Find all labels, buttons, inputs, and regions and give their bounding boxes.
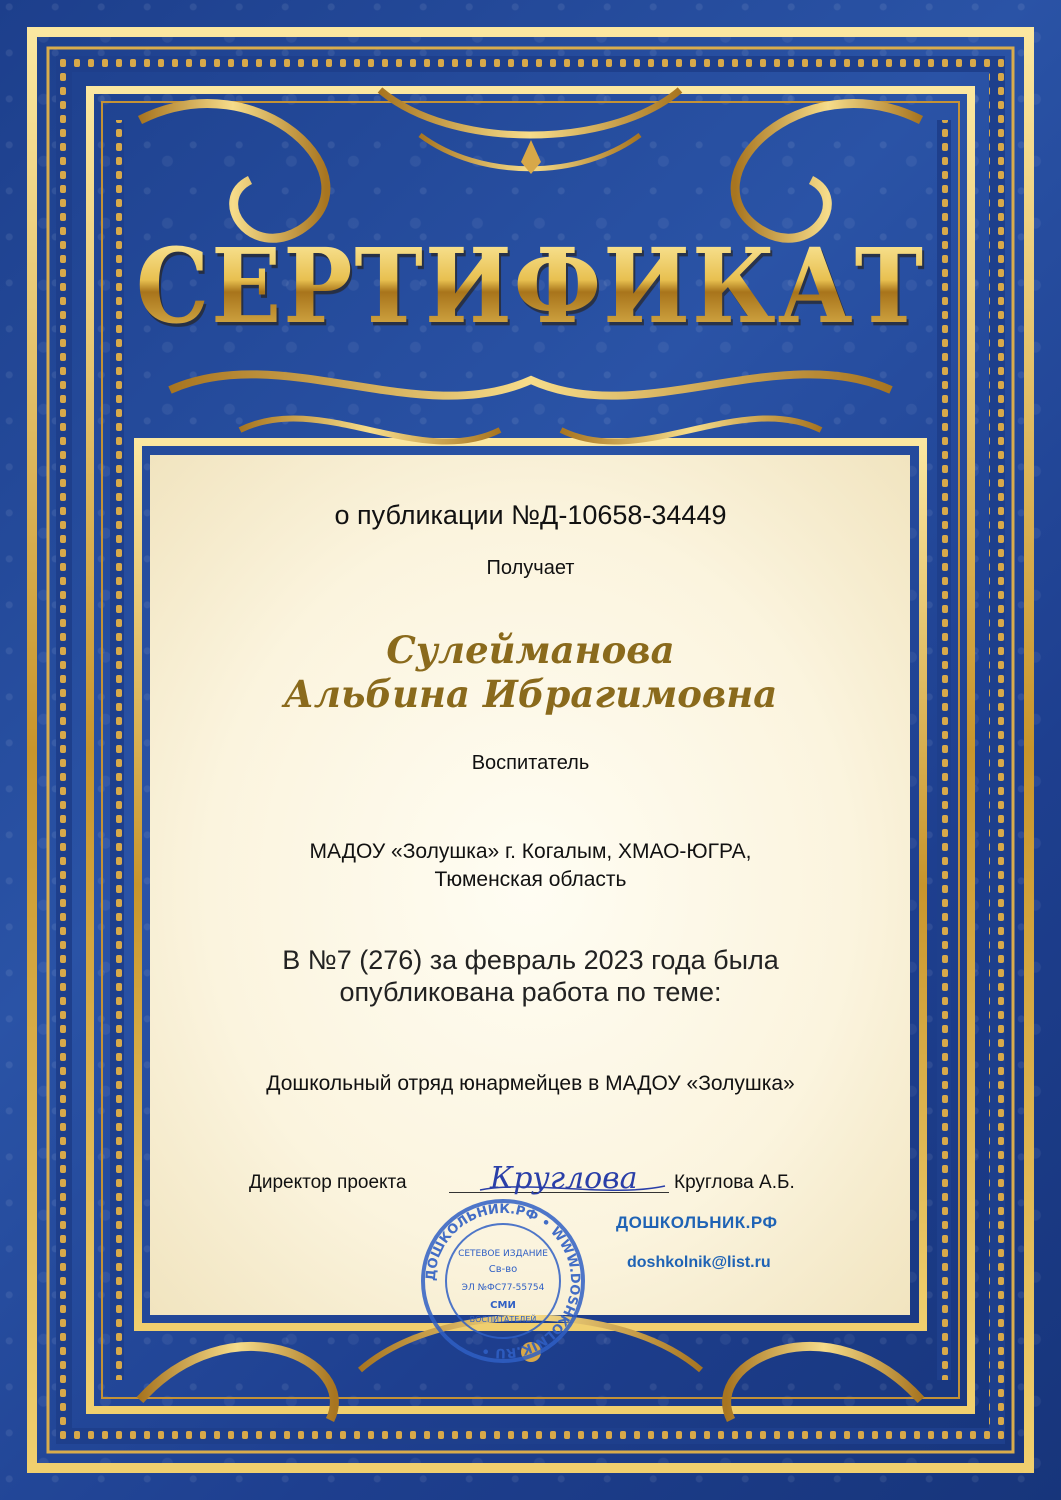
director-label: Директор проекта: [249, 1172, 407, 1193]
organization: [0, 838, 1061, 894]
organization-line-1: МАДОУ «Золушка» г. Когалым, ХМАО-ЮГРА,: [309, 840, 752, 863]
recipient-position: Воспитатель: [471, 752, 590, 774]
stamp-line-3: ЭЛ №ФС77-55754: [461, 1283, 545, 1293]
publication-number: о публикации №Д-10658-34449: [334, 500, 727, 530]
stamp-line-5: ВОСПИТАТЕЛЕЙ: [469, 1315, 537, 1324]
site-link[interactable]: ДОШКОЛЬНИК.РФ: [616, 1213, 778, 1232]
stamp-outer-text: ДОШКОЛЬНИК.РФ • WWW.DOSHKOLNIK.RU •: [423, 1201, 583, 1361]
stamp-line-2: Св-во: [488, 1264, 518, 1275]
stamp-line-4: СМИ: [490, 1300, 516, 1311]
issue-line-1: В №7 (276) за февраль 2023 года была: [282, 945, 779, 975]
recipient-surname: Сулейманова: [386, 628, 675, 672]
publisher-stamp: [418, 1196, 588, 1366]
organization-line-2: Тюменская область: [434, 868, 627, 891]
signature-mark: [470, 1150, 670, 1200]
signature-text: Круглова: [490, 1161, 638, 1196]
publication-topic: Дошкольный отряд юнармейцев в МАДОУ «Золушка»: [266, 1072, 795, 1095]
recipient-given-names: Альбина Ибрагимовна: [283, 672, 778, 716]
certificate-title: СЕРТИФИКАТ: [0, 226, 1061, 347]
issue-statement: [0, 944, 1061, 1008]
stamp-line-1: СЕТЕВОЕ ИЗДАНИЕ: [458, 1249, 548, 1259]
email-link[interactable]: doshkolnik@list.ru: [627, 1254, 771, 1271]
receives-label: Получает: [486, 557, 575, 579]
signer-name: Круглова А.Б.: [674, 1172, 795, 1193]
issue-line-2: опубликована работа по теме:: [339, 977, 722, 1007]
